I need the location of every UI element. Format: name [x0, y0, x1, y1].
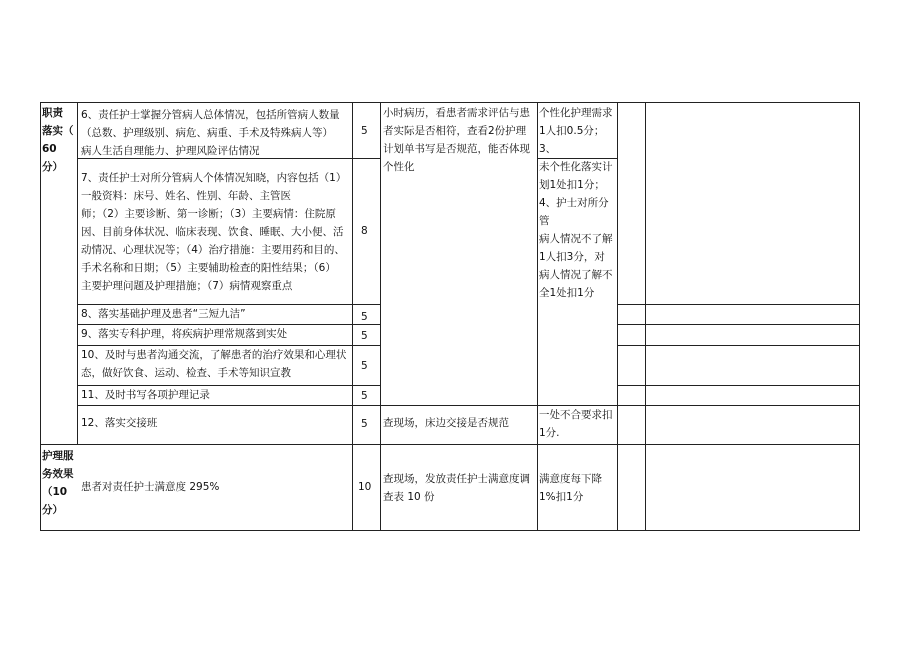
section-title: 护理服 务效果 （10 分） [42, 450, 74, 516]
item-text: 7、责任护士对所分管病人个体情况知晓，内容包括（1） 一般资料：床号、姓名、性别、年龄、主管医 师；（2）主要诊断、第一诊断；（3）主要病情：住院原 因、目前身体状况、临床表现、饮食、睡眠、大小便、活 动情况、心理状况等；（4）治疗措施：主要用药和目的、 手术名称和日期；（5）主要辅助检查的阳性结果；（6） 主要护理问题及护理措施；（7）病情观察重点 [81, 172, 347, 292]
table-rule [40, 444, 859, 445]
table-rule [645, 102, 646, 531]
method-text: 查现场，发放责任护士满意度调 查表 10 份 [383, 473, 530, 503]
item-text: 6、责任护士掌握分管病人总体情况，包括所管病人数量 （总数、护理级别、病危、病重、手术及特殊病人等） 病人生活自理能力、护理风险评估情况 [81, 109, 340, 157]
table-rule [537, 102, 538, 531]
table-rule [40, 102, 859, 103]
section-title: 职责 落实（ 60 分） [42, 107, 74, 173]
table-rule [617, 324, 859, 325]
item-text: 10、及时与患者沟通交流，了解患者的治疗效果和心理状 态，做好饮食、运动、检查、手术等知识宣教 [81, 349, 347, 379]
score-value: 5 [361, 390, 368, 402]
table-rule [617, 345, 859, 346]
score-value: 5 [361, 330, 368, 342]
score-value: 8 [361, 225, 368, 237]
score-value: 5 [361, 125, 368, 137]
score-value: 5 [361, 360, 368, 372]
table-rule [40, 530, 859, 531]
table-rule [617, 385, 859, 386]
item-text: 患者对责任护士满意度 295% [81, 481, 220, 493]
deduction-text: 满意度每下降 1%扣1分 [539, 473, 602, 503]
table-rule [40, 102, 41, 531]
item-text: 9、落实专科护理，将疾病护理常规落到实处 [81, 328, 288, 340]
score-value: 5 [361, 311, 368, 323]
method-text: 查现场，床边交接是否规范 [383, 417, 509, 429]
table-rule [77, 102, 78, 445]
table-rule [859, 102, 860, 531]
score-value: 5 [361, 418, 368, 430]
table-rule [380, 102, 381, 531]
method-text: 小时病历，看患者需求评估与患 者实际是否相符，查看2份护理 计划单书写是否规范，能否体现 个性化 [383, 107, 530, 173]
table-rule [77, 405, 859, 406]
item-text: 11、及时书写各项护理记录 [81, 389, 210, 401]
table-rule [617, 304, 859, 305]
table-rule [617, 102, 618, 531]
item-text: 8、落实基础护理及患者“三短九洁” [81, 308, 246, 320]
score-value: 10 [358, 481, 372, 493]
deduction-text: 个性化护理需求 1人扣0.5分；3、 未个性化落实计 划1处扣1分； 4、护士对所分管 病人情况不了解 1人扣3分，对 病人情况了解不 全1处扣1分 [539, 107, 613, 299]
item-text: 12、落实交接班 [81, 417, 158, 429]
deduction-text: 一处不合要求扣 1分. [539, 409, 613, 439]
